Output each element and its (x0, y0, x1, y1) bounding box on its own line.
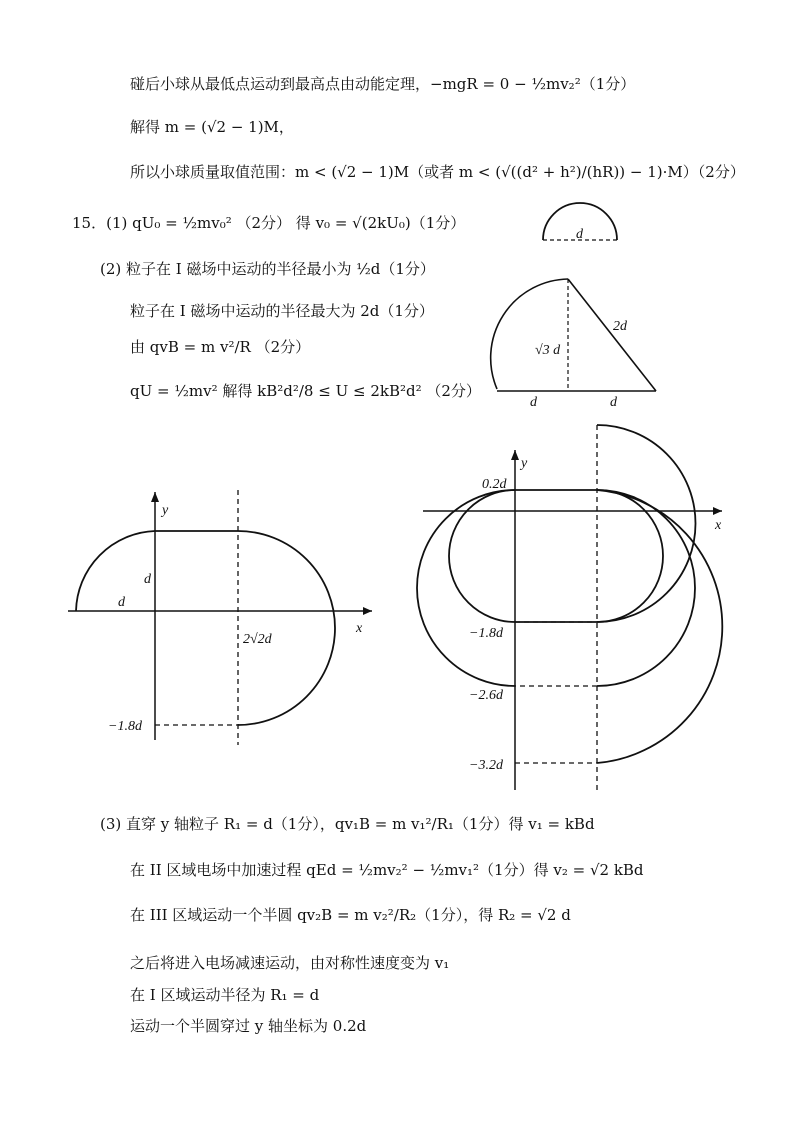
right-x-arrow (713, 507, 722, 515)
right-inner-arc-left (449, 490, 515, 622)
text-line-energy: 碰后小球从最低点运动到最高点由动能定理，−mgR = 0 − ½mv₂²（1分） (130, 75, 636, 93)
text-line-q15-3: (3) 直穿 y 轴粒子 R₁ = d（1分），qv₁B = m v₁²/R₁（1分）得 v₁ = kBd (100, 815, 595, 833)
text-line-q15-2-min: (2) 粒子在 I 磁场中运动的半径最小为 ½d（1分） (100, 260, 435, 278)
right-label-1: −1.8d (469, 626, 503, 641)
sector-arc (491, 279, 568, 389)
triangle-base-left-label: d (530, 395, 537, 410)
triangle-height-label: √3 d (535, 343, 561, 358)
left-y-bottom-label: −1.8d (108, 719, 142, 734)
right-label-2: −2.6d (469, 688, 503, 703)
text-line-mass-range: 所以小球质量取值范围：m < (√2 − 1)M（或者 m < (√((d² + h²)/(hR)) − 1)·M）（2分） (130, 163, 745, 181)
left-trajectory-arc-2 (238, 531, 335, 725)
triangle-base-right-label: d (610, 395, 617, 410)
left-x-mark-label: 2√2d (243, 632, 272, 647)
left-y-arrow (151, 492, 159, 502)
right-label-3: −3.2d (469, 758, 503, 773)
right-big-arc-2 (597, 490, 695, 686)
text-line-region2: 在 II 区域电场中加速过程 qEd = ½mv₂² − ½mv₁²（1分）得 v₂ = √2 kBd (130, 861, 644, 879)
text-line-q15-1: 15．(1) qU₀ = ½mv₀² （2分） 得 v₀ = √(2kU₀)（1分） (72, 214, 466, 232)
text-line-q15-2-max: 粒子在 I 磁场中运动的半径最大为 2d（1分） (130, 302, 434, 320)
left-x-axis-label: x (356, 621, 363, 636)
left-d-horizontal-label: d (118, 595, 125, 610)
right-big-arc (597, 425, 696, 622)
text-line-region3: 在 III 区域运动一个半圆 qv₂B = m v₂²/R₂（1分），得 R₂ = √2 d (130, 906, 571, 924)
right-outer-arc-1 (417, 490, 515, 686)
right-x-axis-label: x (715, 518, 722, 533)
left-y-axis-label: y (162, 503, 169, 518)
text-line-y-crossing: 运动一个半圆穿过 y 轴坐标为 0.2d (130, 1017, 367, 1035)
right-y-axis-label: y (521, 456, 528, 471)
left-trajectory-arc-1 (76, 531, 155, 611)
left-d-vertical-label: d (144, 572, 151, 587)
text-line-qvb: 由 qvB = m v²/R （2分） (130, 338, 311, 356)
text-line-decelerate: 之后将进入电场减速运动，由对称性速度变为 v₁ (130, 954, 450, 972)
right-big-arc-3 (597, 490, 722, 763)
right-top-label: 0.2d (482, 477, 507, 492)
semicircle-d-label: d (576, 227, 583, 242)
left-x-arrow (363, 607, 372, 615)
text-line-solve-m: 解得 m = (√2 − 1)M， (130, 118, 294, 136)
right-inner-arc-right (597, 490, 663, 622)
text-line-qu-range: qU = ½mv² 解得 kB²d²/8 ≤ U ≤ 2kB²d² （2分） (130, 382, 481, 400)
text-line-region1-radius: 在 I 区域运动半径为 R₁ = d (130, 986, 320, 1004)
right-y-arrow (511, 450, 519, 460)
triangle-side-label: 2d (613, 319, 627, 334)
triangle-hypotenuse (568, 279, 656, 391)
